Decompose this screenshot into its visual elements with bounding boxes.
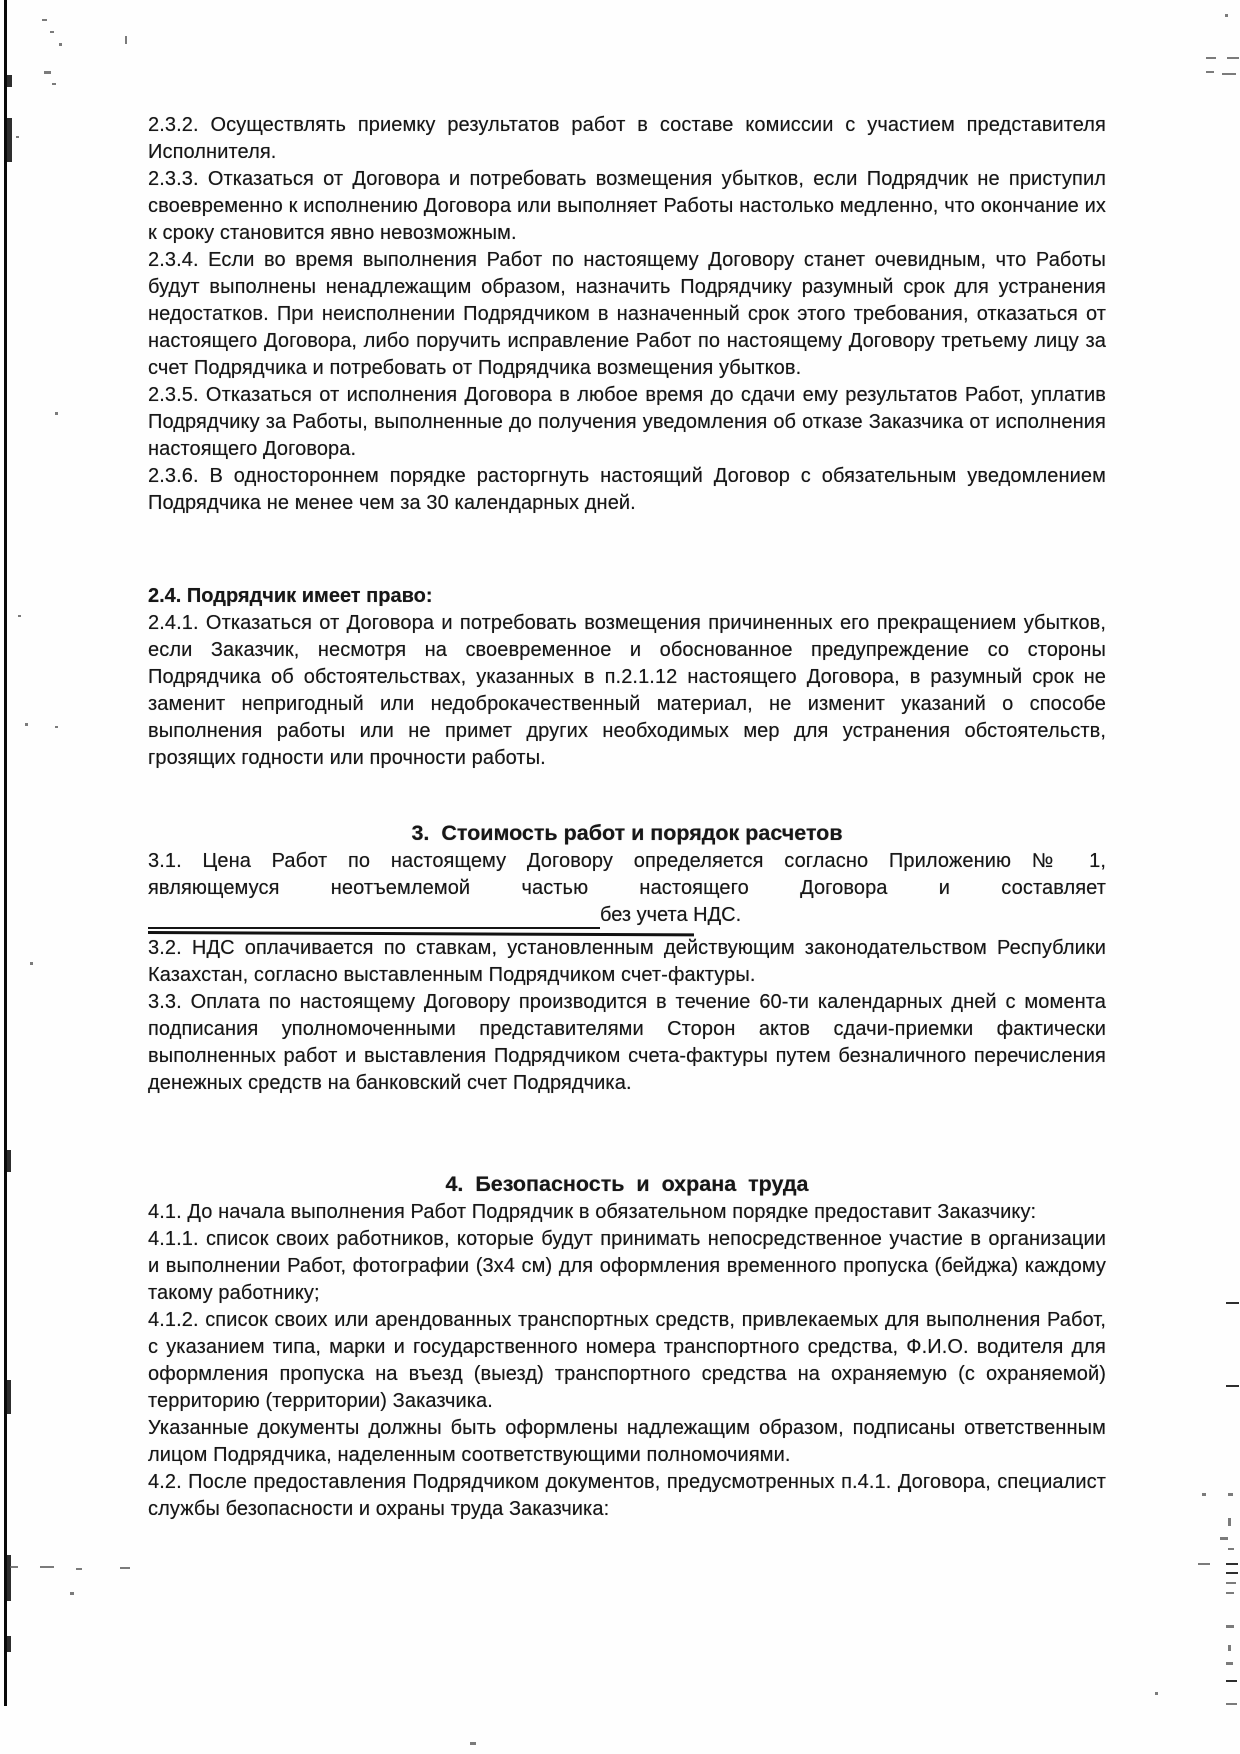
scan-artifact	[1226, 1592, 1234, 1594]
scan-artifact	[1226, 1625, 1234, 1628]
scan-artifact	[76, 1568, 82, 1570]
clause-2-3-6: 2.3.6. В одностороннем порядке расторгнуть настоящий Договор с обязательным уведомлением Подрядчика не менее чем за 30 календарных дней.	[148, 465, 1106, 514]
scan-artifact	[1206, 57, 1216, 59]
scan-artifact	[1222, 73, 1236, 75]
scan-artifact	[42, 19, 47, 21]
clause-3-3: 3.3. Оплата по настоящему Договору производится в течение 60-ти календарных дней с момента подписания уполномоченными представителями Сторон актов сдачи-приемки фактически выполненных работ и выставления Подрядчиком счета-фактуры путем безналичного перечисления денежных средств на банковский счет Подрядчика.	[148, 991, 1106, 1094]
scan-artifact	[1198, 1563, 1210, 1565]
clause-3-1-line2: являющемуся неотъемлемой частью настоящего Договора и составляет	[148, 877, 1106, 899]
scan-artifact	[44, 71, 51, 74]
scan-artifact	[40, 1566, 54, 1568]
scan-artifact	[50, 31, 54, 33]
clause-4-2: 4.2. После предоставления Подрядчиком документов, предусмотренных п.4.1. Договора, специалист службы безопасности и охраны труда Заказчика:	[148, 1471, 1106, 1520]
scan-artifact	[1226, 1572, 1238, 1574]
scan-artifact	[1226, 1662, 1233, 1665]
scan-artifact	[470, 1742, 476, 1745]
clause-3-1-line3-suffix: без учета НДС.	[600, 904, 742, 926]
scan-artifact	[1226, 1563, 1238, 1565]
scan-artifact	[1228, 1548, 1234, 1550]
clause-4-1: 4.1. До начала выполнения Работ Подрядчик в обязательном порядке предоставит Заказчику:	[148, 1201, 1037, 1223]
scan-artifact	[59, 43, 62, 46]
scan-artifact	[1226, 1703, 1237, 1705]
scan-artifact	[16, 136, 19, 138]
scan-artifact	[7, 1636, 11, 1652]
scan-artifact	[30, 962, 33, 965]
scan-artifact	[25, 723, 28, 726]
section-4-heading: 4. Безопасность и охрана труда	[445, 1172, 809, 1196]
section-3-heading: 3. Стоимость работ и порядок расчетов	[411, 821, 843, 845]
scan-artifact	[55, 726, 58, 728]
clause-2-3-3: 2.3.3. Отказаться от Договора и потребовать возмещения убытков, если Подрядчик не приступил своевременно к исполнению Договора или выполняет Работы настолько медленно, что окончание их к сроку становится явно невозможным.	[148, 168, 1106, 244]
scan-artifact	[1227, 57, 1239, 59]
clause-2-3-4: 2.3.4. Если во время выполнения Работ по настоящему Договору станет очевидным, что Работы будут выполнены ненадлежащим образом, назначить Подрядчику разумный срок для устранения недостатков. При неисполнении Подрядчиком в назначенный срок этого требования, отказаться от настоящего Договора, либо поручить исправление Работ по настоящему Договору третьему лицу за счет Подрядчика и потребовать от Подрядчика возмещения убытков.	[148, 249, 1106, 379]
scan-artifact	[1226, 1680, 1237, 1682]
scan-artifact	[52, 83, 56, 85]
scan-artifact	[120, 1567, 130, 1569]
scan-artifact	[55, 412, 58, 415]
scan-artifact	[70, 1592, 74, 1595]
clause-4-1-1: 4.1.1. список своих работников, которые будут принимать непосредственное участие в организации и выполнении Работ, фотографии (3х4 см) для оформления временного пропуска (бейджа) каждому такому работнику;	[148, 1228, 1106, 1304]
scan-artifact	[7, 1555, 11, 1601]
scan-artifact	[1226, 1385, 1239, 1387]
clause-2-4-1: 2.4.1. Отказаться от Договора и потребовать возмещения причиненных его прекращением убытков, если Заказчик, несмотря на своевременное и обоснованное предупреждение со стороны Подрядчика об обстоятельствах, указанных в п.2.1.12 настоящего Договора, в разумный срок не заменит непригодный или недоброкачественный материал, не изменит указаний о способе выполнения работы или не примет других необходимых мер для устранения обстоятельств, грозящих годности или прочности работы.	[148, 612, 1106, 769]
scan-artifact	[1228, 1493, 1233, 1496]
clause-2-3-2: 2.3.2. Осуществлять приемку результатов работ в составе комиссии с участием представителя Исполнителя.	[148, 114, 1106, 163]
scan-artifact	[1228, 1645, 1231, 1651]
scan-artifact	[1226, 1302, 1239, 1304]
scan-artifact	[7, 1380, 11, 1414]
clause-3-2: 3.2. НДС оплачивается по ставкам, установленным действующим законодательством Республики Казахстан, согласно выставленным Подрядчиком счет-фактуры.	[148, 937, 1106, 986]
clause-2-3-5: 2.3.5. Отказаться от исполнения Договора в любое время до сдачи ему результатов Работ, уплатив Подрядчику за Работы, выполненные до получения уведомления об отказе Заказчика от исполнения настоящего Договора.	[148, 384, 1106, 460]
scan-artifact	[7, 118, 12, 162]
heading-2-4: 2.4. Подрядчик имеет право:	[148, 585, 433, 607]
scan-artifact	[1220, 1537, 1228, 1540]
scan-artifact	[1228, 1518, 1231, 1526]
clause-4-1-2: 4.1.2. список своих или арендованных транспортных средств, привлекаемых для выполнения Работ, с указанием типа, марки и государственного номера транспортного средства, Ф.И.О. водителя для оформления пропуска на въезд (выезд) транспортного средства на охраняемую (с охраняемой) территорию (территории) Заказчика.	[148, 1309, 1106, 1412]
contract-text-column	[148, 112, 1106, 1523]
scan-artifact	[1202, 1493, 1206, 1496]
scan-artifact	[125, 36, 127, 44]
scan-artifact	[7, 1150, 11, 1172]
scan-artifact	[1155, 1692, 1158, 1695]
clause-4-2-note: Указанные документы должны быть оформлены надлежащим образом, подписаны ответственным лицом Подрядчика, наделенным соответствующими полномочиями.	[148, 1417, 1106, 1466]
scan-edge-line	[4, 0, 7, 1706]
clause-3-1-line1: 3.1. Цена Работ по настоящему Договору определяется согласно Приложению № 1,	[148, 850, 1106, 872]
scan-artifact	[1206, 71, 1214, 73]
scan-artifact	[18, 615, 21, 617]
clause-3-1-blank-line	[148, 902, 1106, 929]
scan-artifact	[1225, 14, 1228, 17]
scan-artifact	[7, 75, 12, 87]
scan-artifact	[1226, 1582, 1236, 1584]
scan-artifact	[10, 1566, 18, 1568]
fill-in-blank-underline	[148, 905, 600, 929]
